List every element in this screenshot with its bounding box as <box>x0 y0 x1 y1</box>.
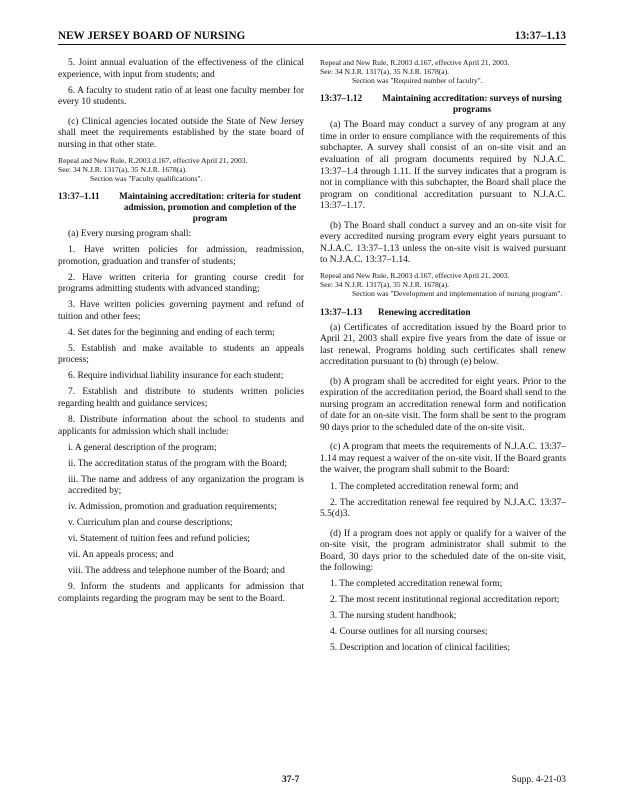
section-number: 13:37–1.12 <box>320 93 363 104</box>
paragraph: (a) Every nursing program shall: <box>68 229 192 240</box>
paragraph: (c) Clinical agencies located outside the State of New Jersey shall meet the requirements established by the state board of nursing in that other state. <box>58 116 304 150</box>
list-item: 7. Establish and distribute to students written policies regarding health and guidance services; <box>58 387 304 410</box>
paragraph: 6. A faculty to student ratio of at least one faculty member for every 10 students. <box>58 85 304 108</box>
sub-list-item: ii. The accreditation status of the program with the Board; <box>68 458 287 469</box>
list-item: 5. Description and location of clinical facilities; <box>330 643 511 654</box>
section-heading <box>320 307 566 318</box>
section-number: 13:37–1.13 <box>320 306 363 317</box>
paragraph: 5. Joint annual evaluation of the effectiveness of the clinical experience, with input from students; and <box>58 58 304 80</box>
sub-list-item: viii. The address and telephone number of the Board; and <box>68 566 285 577</box>
list-item: 6. Require individual liability insurance for each student; <box>68 371 284 382</box>
history-note: Section was "Required number of faculty". <box>352 76 483 86</box>
list-item: 4. Course outlines for all nursing courses; <box>330 627 488 638</box>
history-note: See: 34 N.J.R. 1317(a), 35 N.J.R. 1678(a). <box>58 164 188 174</box>
list-item: 3. The nursing student handbook; <box>330 611 457 622</box>
list-item: 4. Set dates for the beginning and ending of each term; <box>68 327 275 338</box>
list-item: 8. Distribute information about the school to students and applicants for admission which shall include: <box>58 415 304 437</box>
right-column <box>320 58 566 659</box>
sub-list-item: v. Curriculum plan and course descriptions; <box>68 518 233 529</box>
supplement-date: Supp. 4-21-03 <box>511 775 566 785</box>
section-heading <box>58 191 304 224</box>
sub-list-item: vii. An appeals process; and <box>68 550 174 561</box>
paragraph: (a) The Board may conduct a survey of any program at any time in order to ensure compliance with the requirements of this subchapter. A survey shall consist of an on-site visit and an evaluation of all program documents required by N.J.A.C. 13:37–1.4 through 1.11. If the survey indicates that a program is not in compliance with this subchapter, the Board shall place the program on conditional accreditation pursuant to N.J.A.C. 13:37–1.17. <box>320 120 566 212</box>
list-item: 2. Have written criteria for granting course credit for programs admitting students with advanced standing; <box>58 272 304 295</box>
section-title: Maintaining accreditation: surveys of nursing programs <box>382 93 562 115</box>
sub-list-item: iii. The name and address of any organization the program is accredited by; <box>68 474 304 497</box>
history-note: Repeal and New Rule, R.2003 d.167, effective April 21, 2003. <box>320 58 510 67</box>
paragraph: (c) A program that meets the requirements of N.J.A.C. 13:37–1.14 may request a waiver of the on-site visit. If the Board grants the waiver, the program shall submit to the Board: <box>320 442 566 476</box>
list-item: 1. Have written policies for admission, readmission, promotion, graduation and transfer of students; <box>58 245 304 267</box>
list-item: 5. Establish and make available to students an appeals process; <box>58 343 304 366</box>
list-item: 1. The completed accreditation renewal form; and <box>330 481 519 492</box>
section-heading <box>320 93 566 115</box>
list-item: 3. Have written policies governing payment and refund of tuition and other fees; <box>58 300 304 322</box>
sub-list-item: i. A general description of the program; <box>68 442 217 453</box>
page-number: 37-7 <box>282 775 300 785</box>
section-title: Renewing accreditation <box>378 306 471 317</box>
history-note: Repeal and New Rule, R.2003 d.167, effective April 21, 2003. <box>320 271 510 281</box>
paragraph: (d) If a program does not apply or qualify for a waiver of the on-site visit, the program administrator shall submit to the Board, 30 days prior to the scheduled date of the on-site visit, the following: <box>320 528 566 574</box>
running-header <box>58 30 566 45</box>
history-note: Repeal and New Rule, R.2003 d.167, effective April 21, 2003. <box>58 155 248 165</box>
section-number: 13:37–1.11 <box>58 191 100 202</box>
left-column <box>58 58 304 610</box>
list-item: 1. The completed accreditation renewal form; <box>330 579 503 590</box>
paragraph: (a) Certificates of accreditation issued by the Board prior to April 21, 2003 shall expire five years from the date of issue or last renewal. Programs holding such certificates shall renew accreditation pursuant to (b) through (e) below. <box>320 322 566 368</box>
sub-list-item: iv. Admission, promotion and graduation requirements; <box>68 502 277 513</box>
history-note: See: 34 N.J.R. 1317(a), 35 N.J.R. 1678(a). <box>320 67 450 77</box>
paragraph: (b) The Board shall conduct a survey and an on-site visit for every accredited nursing program every eight years pursuant to N.J.A.C. 13:37–1.13 unless the on-site visit is waived pursuant to N.J.A.C. 13:37–1.14. <box>320 220 566 266</box>
sub-list-item: vi. Statement of tuition fees and refund policies; <box>68 534 250 545</box>
list-item: 9. Inform the students and applicants for admission that complaints regarding the program may be sent to the Board. <box>58 582 304 604</box>
list-item: 2. The accreditation renewal fee required by N.J.A.C. 13:37–5.5(d)3. <box>320 497 566 520</box>
page-footer <box>58 775 566 789</box>
history-note: Section was "Faculty qualifications". <box>90 173 203 183</box>
header-title: NEW JERSEY BOARD OF NURSING <box>58 30 246 42</box>
list-item: 2. The most recent institutional regional accreditation report; <box>330 595 560 606</box>
header-section: 13:37–1.13 <box>514 30 566 42</box>
paragraph: (b) A program shall be accredited for eight years. Prior to the expiration of the accreditation period, the Board shall send to the nursing program an accreditation renewal form and notification of date for an on-site visit. The form shall be sent to the program 90 days prior to the scheduled date of the on-site visit. <box>320 376 566 433</box>
history-note: Section was "Development and implementation of nursing program". <box>352 289 563 299</box>
history-note: See: 34 N.J.R. 1317(a), 35 N.J.R. 1678(a). <box>320 280 450 290</box>
section-title: Maintaining accreditation: criteria for student admission, promotion and completion of the program <box>119 191 301 224</box>
